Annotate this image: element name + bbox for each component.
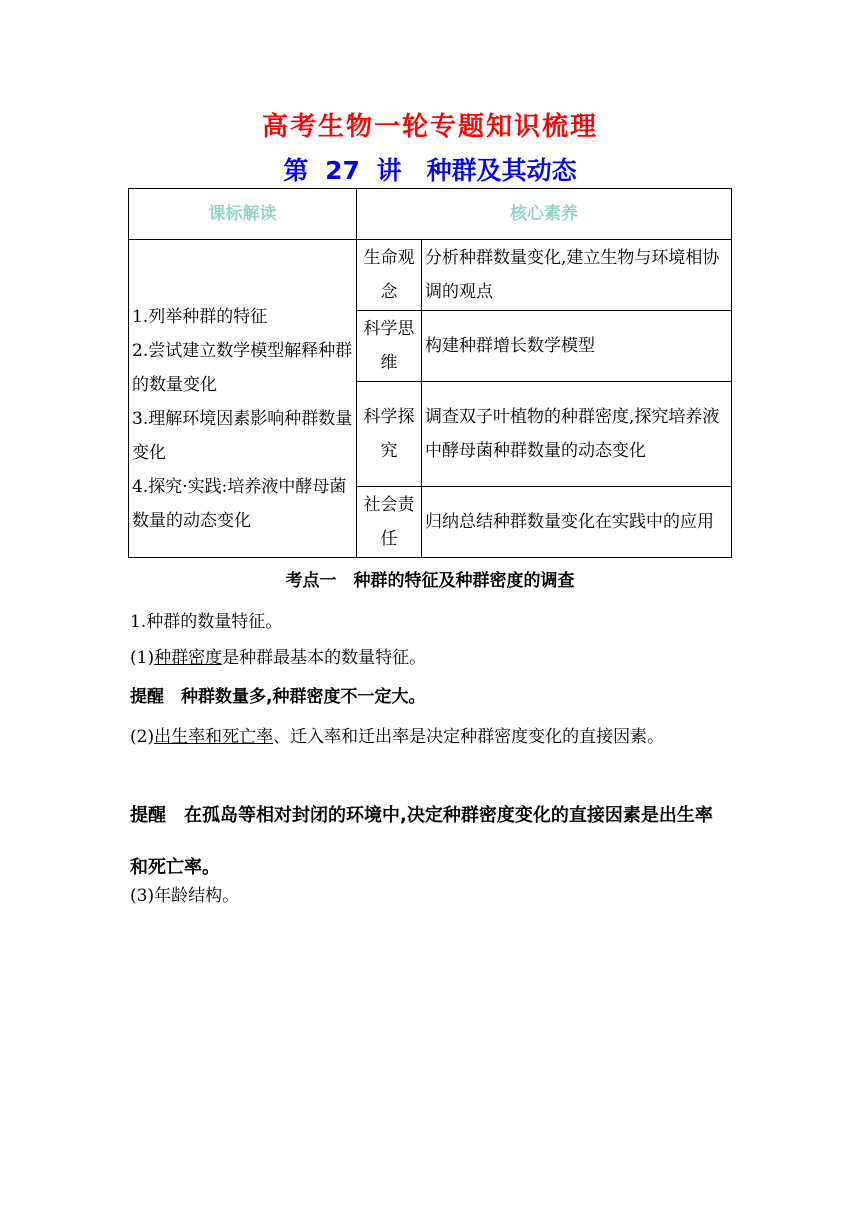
lecture-title: 第 27 讲 种群及其动态 [283, 156, 577, 185]
main-title: 高考生物一轮专题知识梳理 [261, 112, 598, 142]
literacy-desc: 分析种群数量变化,建立生物与环境相协调的观点 [422, 240, 732, 311]
literacy-desc: 调查双子叶植物的种群密度,探究培养液中酵母菌种群数量的动态变化 [422, 382, 732, 487]
paragraph-text: 是种群最基本的数量特征。 [222, 648, 427, 668]
tip: 提醒 在孤岛等相对封闭的环境中,决定种群密度变化的直接因素是出生率和死亡率。 [130, 805, 713, 878]
standard-item: 1.列举种群的特征 [132, 306, 268, 327]
literacy-label: 社会责任 [357, 487, 422, 558]
standards-table [128, 188, 732, 558]
paragraph [130, 720, 730, 754]
literacy-label: 科学思维 [357, 311, 422, 382]
item-number: (2) [130, 727, 155, 747]
paragraph: (3)年龄结构。 [130, 886, 240, 906]
tip: 提醒 种群数量多,种群密度不一定大。 [130, 687, 426, 707]
literacy-label: 科学探究 [357, 382, 422, 487]
key-term: 出生率和死亡率 [154, 727, 274, 747]
literacy-label: 生命观念 [357, 240, 422, 311]
paragraph-text: 、迁入率和迁出率是决定种群密度变化的直接因素。 [273, 727, 665, 747]
literacy-desc: 归纳总结种群数量变化在实践中的应用 [422, 487, 732, 558]
key-term: 种群密度 [154, 648, 223, 668]
standard-item: 4.探究·实践:培养液中酵母菌数量的动态变化 [132, 476, 347, 531]
standards-list [129, 240, 357, 558]
literacy-desc: 构建种群增长数学模型 [422, 311, 732, 382]
header-standards: 课标解读 [129, 189, 357, 240]
section-title: 考点一 种群的特征及种群密度的调查 [285, 571, 575, 591]
item-number: (1) [130, 648, 155, 668]
header-literacy: 核心素养 [357, 189, 732, 240]
paragraph [130, 643, 730, 668]
paragraph: 1.种群的数量特征。 [130, 612, 283, 632]
standard-item: 2.尝试建立数学模型解释种群的数量变化 [132, 340, 353, 395]
standard-item: 3.理解环境因素影响种群数量变化 [132, 408, 353, 463]
